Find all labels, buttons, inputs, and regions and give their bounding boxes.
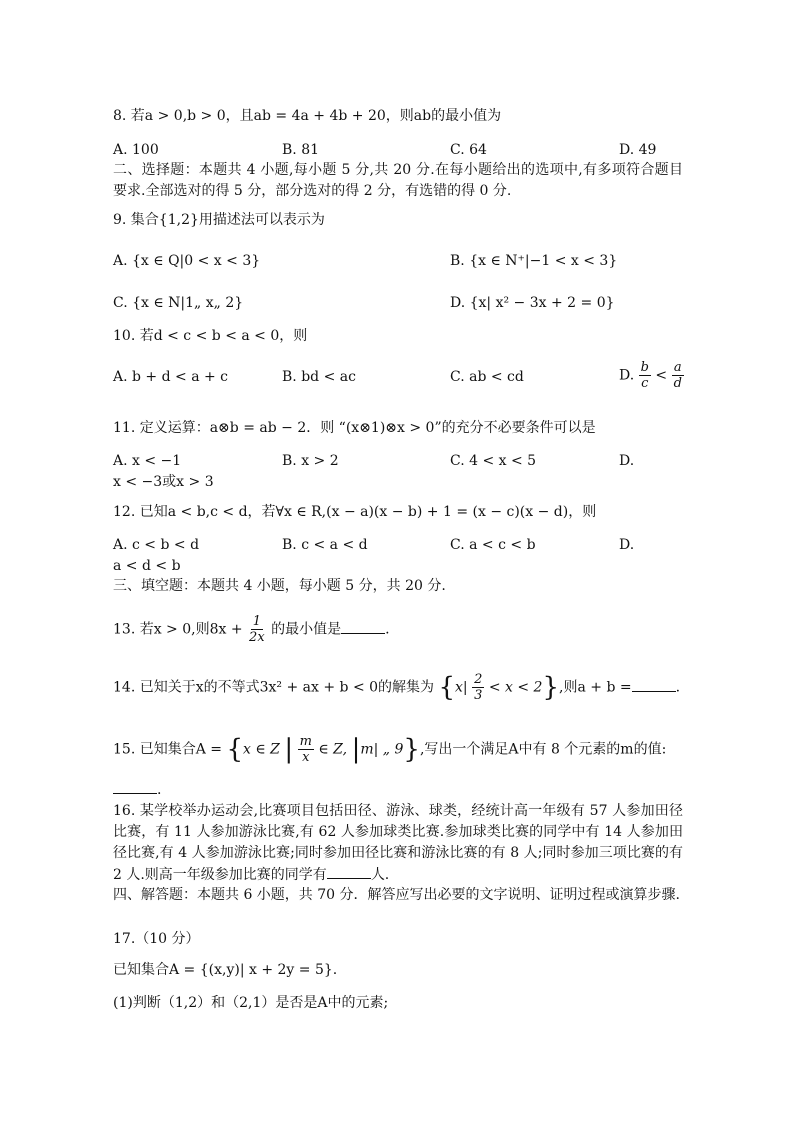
q13-end: .	[385, 621, 390, 638]
q8-option-b: B. 81	[282, 142, 320, 158]
vertical-bar: |	[284, 734, 294, 765]
fraction-denominator: c	[641, 376, 649, 391]
q17-stem: 已知集合A = {(x,y)| x + 2y = 5}.	[113, 962, 338, 978]
q14-suffix: ,则a + b =	[559, 679, 632, 696]
fraction-numerator: 1	[252, 614, 261, 629]
fraction-denominator: 3	[474, 688, 483, 703]
q12-option-b: B. c < a < d	[282, 537, 368, 553]
q10-option-d-left-fraction	[639, 360, 651, 391]
q17-label: 17.（10 分）	[113, 931, 200, 947]
q11-option-d: D.	[619, 453, 635, 469]
q13-prefix: 13. 若x > 0,则8x +	[113, 621, 243, 638]
fraction-numerator: 2	[474, 672, 483, 687]
q11-option-a: A. x < −1	[113, 453, 182, 469]
q10-option-b: B. bd < ac	[282, 369, 356, 385]
q14-set-prefix: x|	[455, 679, 468, 696]
fraction-denominator: d	[673, 376, 682, 391]
q15-set-prefix: x ∈ Z	[243, 741, 280, 758]
fraction-denominator: 2x	[249, 630, 265, 645]
q14-stem	[113, 672, 680, 703]
q14-fraction	[472, 672, 484, 703]
q13-answer-blank[interactable]	[341, 619, 385, 634]
q14-end: .	[675, 679, 681, 696]
q16-body: 16. 某学校举办运动会,比赛项目包括田径、游泳、球类，经统计高一年级有 57 人参加田径比赛，有 11 人参加游泳比赛,有 62 人参加球类比赛.参加球类比赛的同学中有 14 人参加田径比赛,有 4 人参加游泳比赛;同时参加田径比赛和游泳比赛的有 8 人;同时参加三项比赛的有 2 人.则高一年级参加比赛的同学有	[113, 803, 683, 883]
q15-fraction	[298, 734, 314, 765]
q13-fraction	[247, 614, 267, 645]
q11-stem: 11. 定义运算：a⊗b = ab − 2．则 “(x⊗1)⊗x > 0”的充分不必要条件可以是	[113, 420, 596, 436]
q15-set-middle: ∈ Z,	[318, 741, 348, 758]
q12-stem: 12. 已知a < b,c < d，若∀x ∈ R,(x − a)(x − b) + 1 = (x − c)(x − d)，则	[113, 504, 597, 520]
fraction-numerator: b	[640, 360, 649, 375]
q11-option-c: C. 4 < x < 5	[450, 453, 537, 469]
q14-answer-blank[interactable]	[632, 677, 676, 692]
q8-option-c: C. 64	[450, 142, 487, 158]
q11-option-b: B. x > 2	[282, 453, 339, 469]
q10-option-c: C. ab < cd	[450, 369, 524, 385]
q10-option-d	[619, 360, 684, 391]
section-2-heading: 二、选择题：本题共 4 小题,每小题 5 分,共 20 分.在每小题给出的选项中,有多项符合题目要求.全部选对的得 5 分，部分选对的得 2 分，有选错的得 0 分.	[113, 162, 683, 199]
section-4-heading: 四、解答题：本题共 6 小题，共 70 分．解答应写出必要的文字说明、证明过程或演算步骤.	[113, 887, 680, 903]
fraction-numerator: m	[299, 734, 312, 749]
q12-option-d-text: a < d < b	[113, 558, 181, 574]
q17-part-1: (1)判断（1,2）和（2,1）是否是A中的元素;	[113, 995, 389, 1011]
q12-option-c: C. a < c < b	[450, 537, 536, 553]
q15-answer-line	[113, 779, 161, 800]
section-3-heading: 三、填空题：本题共 4 小题，每小题 5 分，共 20 分.	[113, 578, 446, 594]
q16-text	[113, 801, 683, 886]
q15-end: .	[157, 782, 162, 798]
q9-stem: 9. 集合{1,2}用描述法可以表示为	[113, 212, 325, 228]
q9-option-d: D. {x| x² − 3x + 2 = 0}	[450, 295, 615, 311]
q15-answer-blank[interactable]	[113, 779, 157, 794]
q10-option-d-label: D.	[619, 367, 635, 384]
q12-option-a: A. c < b < d	[113, 537, 200, 553]
left-brace: {	[438, 672, 456, 703]
q15-suffix: ,写出一个满足A中有 8 个元素的m的值:	[419, 741, 667, 758]
q8-option-a: A. 100	[113, 142, 159, 158]
q14-set-suffix: < x < 2	[488, 679, 543, 696]
q12-option-d: D.	[619, 537, 635, 553]
q10-option-a: A. b + d < a + c	[113, 369, 229, 385]
right-brace: }	[403, 734, 420, 765]
q8-option-d: D. 49	[619, 142, 657, 158]
less-than-sign: <	[655, 367, 668, 384]
q11-option-d-text: x < −3或x > 3	[113, 474, 214, 490]
right-brace: }	[542, 672, 560, 703]
q15-prefix: 15. 已知集合A =	[113, 741, 223, 758]
q16-answer-blank[interactable]	[327, 864, 371, 879]
q13-suffix: 的最小值是	[271, 621, 342, 638]
q14-prefix: 14. 已知关于x的不等式3x² + ax + b < 0的解集为	[113, 679, 435, 696]
q9-option-a: A. {x ∈ Q|0 < x < 3}	[113, 253, 261, 269]
vertical-bar: |	[351, 734, 361, 765]
q9-option-c: C. {x ∈ N|1„ x„ 2}	[113, 295, 244, 311]
q13-stem	[113, 614, 390, 645]
q10-option-d-right-fraction	[672, 360, 684, 391]
fraction-numerator: a	[673, 360, 682, 375]
fraction-denominator: x	[302, 750, 310, 765]
q15-stem	[113, 734, 666, 765]
q9-option-b: B. {x ∈ N⁺|−1 < x < 3}	[450, 253, 618, 269]
left-brace: {	[226, 734, 244, 765]
q10-stem: 10. 若d < c < b < a < 0，则	[113, 328, 308, 344]
q8-stem: 8. 若a > 0,b > 0，且ab = 4a + 4b + 20，则ab的最小值为	[113, 108, 502, 124]
q15-set-suffix: m| „ 9	[360, 741, 404, 758]
q16-end: 人.	[370, 867, 390, 883]
